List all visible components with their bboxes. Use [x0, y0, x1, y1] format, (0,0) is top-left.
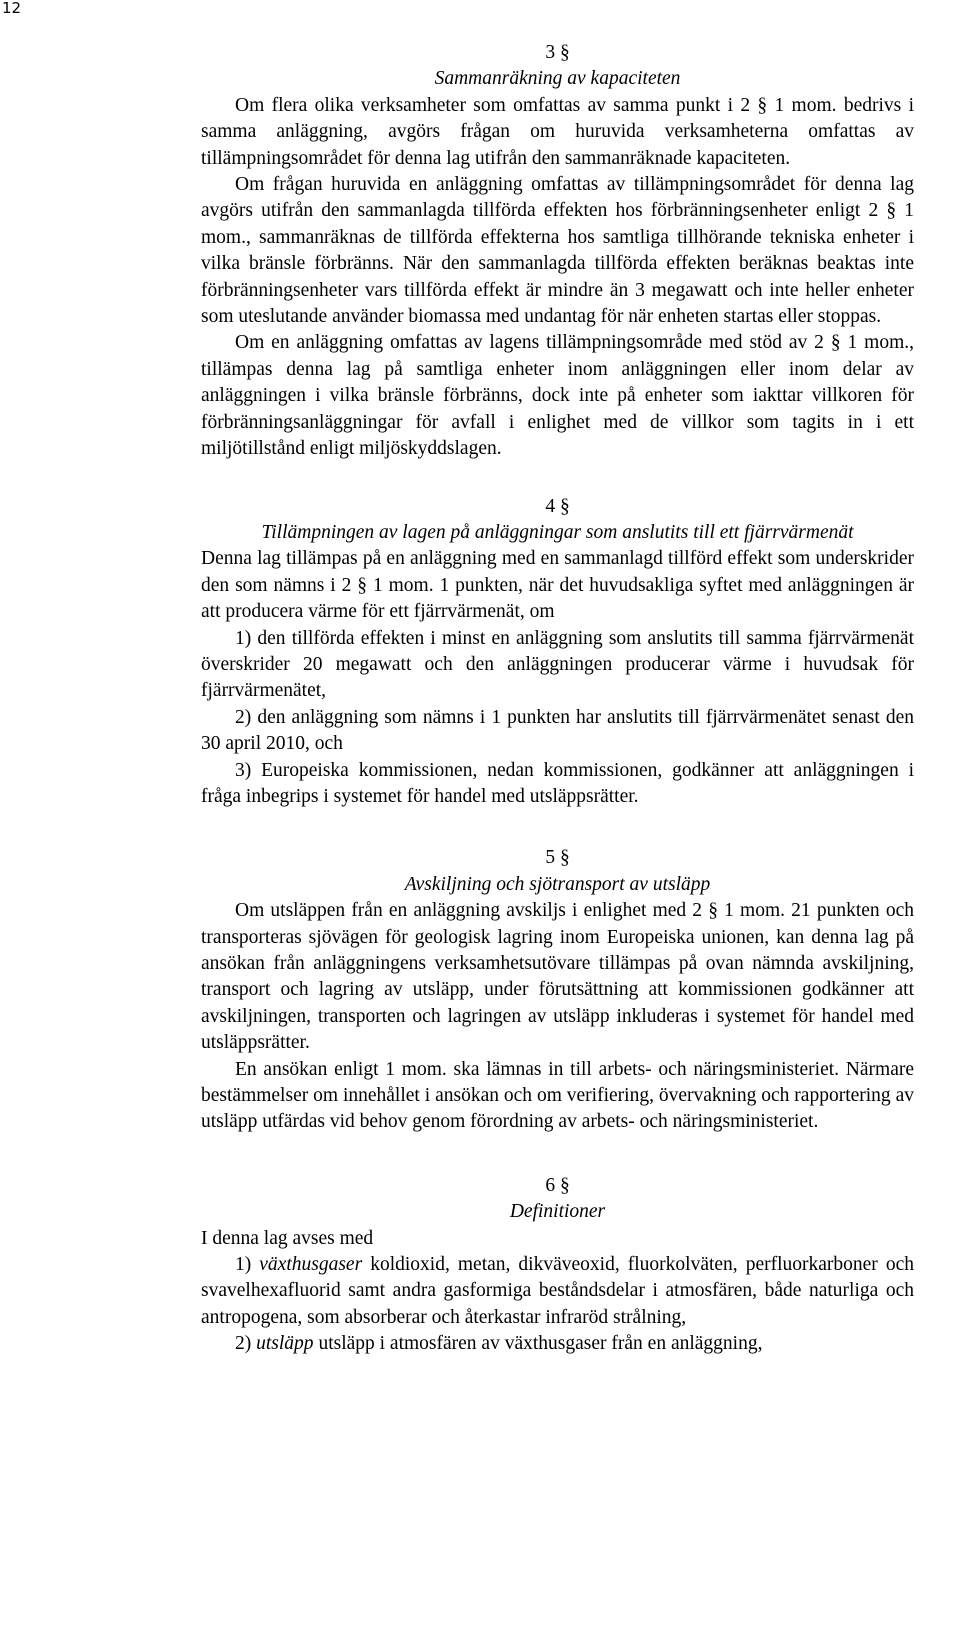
section-number: 6 §	[545, 1174, 570, 1196]
definition-item	[201, 1252, 914, 1331]
section-number: 3 §	[545, 42, 570, 63]
section-3	[201, 40, 914, 463]
section-4	[201, 494, 914, 811]
definition-text: koldioxid, metan, dikväveoxid, fluorkolväten, perfluorkarboner och svavelhexafluorid samt andra gasformiga beståndsdelar i atmosfären, både naturliga och antropogena, som absorberar och återkastar infraröd strålning,	[201, 1254, 914, 1328]
section-number: 4 §	[545, 495, 570, 517]
section-title: Avskiljning och sjötransport av utsläpp	[404, 873, 711, 895]
list-item: 3) Europeiska kommissionen, nedan kommissionen, godkänner att anläggningen i fråga inbegrips i systemet för handel med utsläppsrätter.	[201, 759, 914, 807]
definition-text: utsläpp i atmosfären av växthusgaser från en anläggning,	[313, 1333, 763, 1355]
section-title: Tillämpningen av lagen på anläggningar som anslutits till ett fjärrvärmenät	[261, 521, 854, 543]
paragraph: Om en anläggning omfattas av lagens tillämpningsområde med stöd av 2 § 1 mom., tillämpas denna lag på samtliga enheter inom anläggningen eller inom delar av anläggningen i vilka bränsle förbränns, dock inte på enheter som iakttar villkoren för förbränningsanläggningar för avfall i enlighet med de villkor som tagits in i ett miljötillstånd enligt miljöskyddslagen.	[201, 332, 914, 460]
paragraph: Denna lag tillämpas på en anläggning med en sammanlagd tillförd effekt som underskrider den som nämns i 2 § 1 mom. 1 punkten, när det huvudsakliga syftet med anläggningen är att producera värme för ett fjärrvärmenät, om	[201, 548, 914, 623]
paragraph: En ansökan enligt 1 mom. ska lämnas in till arbets- och näringsministeriet. Närmare bestämmelser om innehållet i ansökan och om verifiering, övervakning och rapportering av utsläpp utfärdas vid behov genom förordning av arbets- och näringsministeriet.	[201, 1058, 914, 1133]
section-title: Sammanräkning av kapaciteten	[434, 68, 681, 90]
document-body	[201, 40, 914, 1358]
definition-prefix: 2)	[235, 1333, 257, 1355]
paragraph: Om utsläppen från en anläggning avskiljs i enlighet med 2 § 1 mom. 21 punkten och transporteras sjövägen för geologisk lagring inom Europeiska unionen, kan denna lag på ansökan från anläggningens verksamhetsutövare tillämpas på ovan nämnda avskiljning, transport och lagring av utsläpp, under förutsättning att kommissionen godkänner att avskiljningen, transporten och lagringen av utsläpp inkluderas i systemet för handel med utsläppsrätter.	[201, 900, 914, 1054]
section-number: 5 §	[545, 847, 570, 869]
paragraph: Om flera olika verksamheter som omfattas av samma punkt i 2 § 1 mom. bedrivs i samma anläggning, avgörs frågan om huruvida verksamheterna omfattas av tillämpningsområdet för denna lag utifrån den sammanräknade kapaciteten.	[201, 94, 914, 169]
definition-term: växthusgaser	[259, 1254, 363, 1276]
definitions-intro: I denna lag avses med	[201, 1227, 374, 1249]
section-5	[201, 845, 914, 1135]
definition-item	[201, 1331, 914, 1357]
section-6	[201, 1173, 914, 1358]
list-item: 1) den tillförda effekten i minst en anläggning som anslutits till samma fjärrvärmenät överskrider 20 megawatt och den anläggningen producerar värme i huvudsak för fjärrvärmenätet,	[201, 627, 914, 702]
section-title: Definitioner	[509, 1201, 606, 1223]
paragraph: Om frågan huruvida en anläggning omfattas av tillämpningsområdet för denna lag avgörs utifrån den sammanlagda tillförda effekten hos förbränningsenheter enligt 2 § 1 mom., sammanräknas de tillförda effekterna hos samtliga tillhörande tekniska enheter i vilka bränsle förbränns. När den sammanlagda tillförda effekten beräknas beaktas inte förbränningsenheter vars tillförda effekt är mindre än 3 megawatt och inte heller enheter som uteslutande använder biomassa med undantag för när enheten startas eller stoppas.	[201, 174, 914, 328]
definition-prefix: 1)	[235, 1254, 260, 1276]
list-item: 2) den anläggning som nämns i 1 punkten har anslutits till fjärrvärmenätet senast den 30 april 2010, och	[201, 706, 914, 755]
definition-term: utsläpp	[256, 1333, 314, 1355]
page-number: 12	[2, 0, 22, 17]
